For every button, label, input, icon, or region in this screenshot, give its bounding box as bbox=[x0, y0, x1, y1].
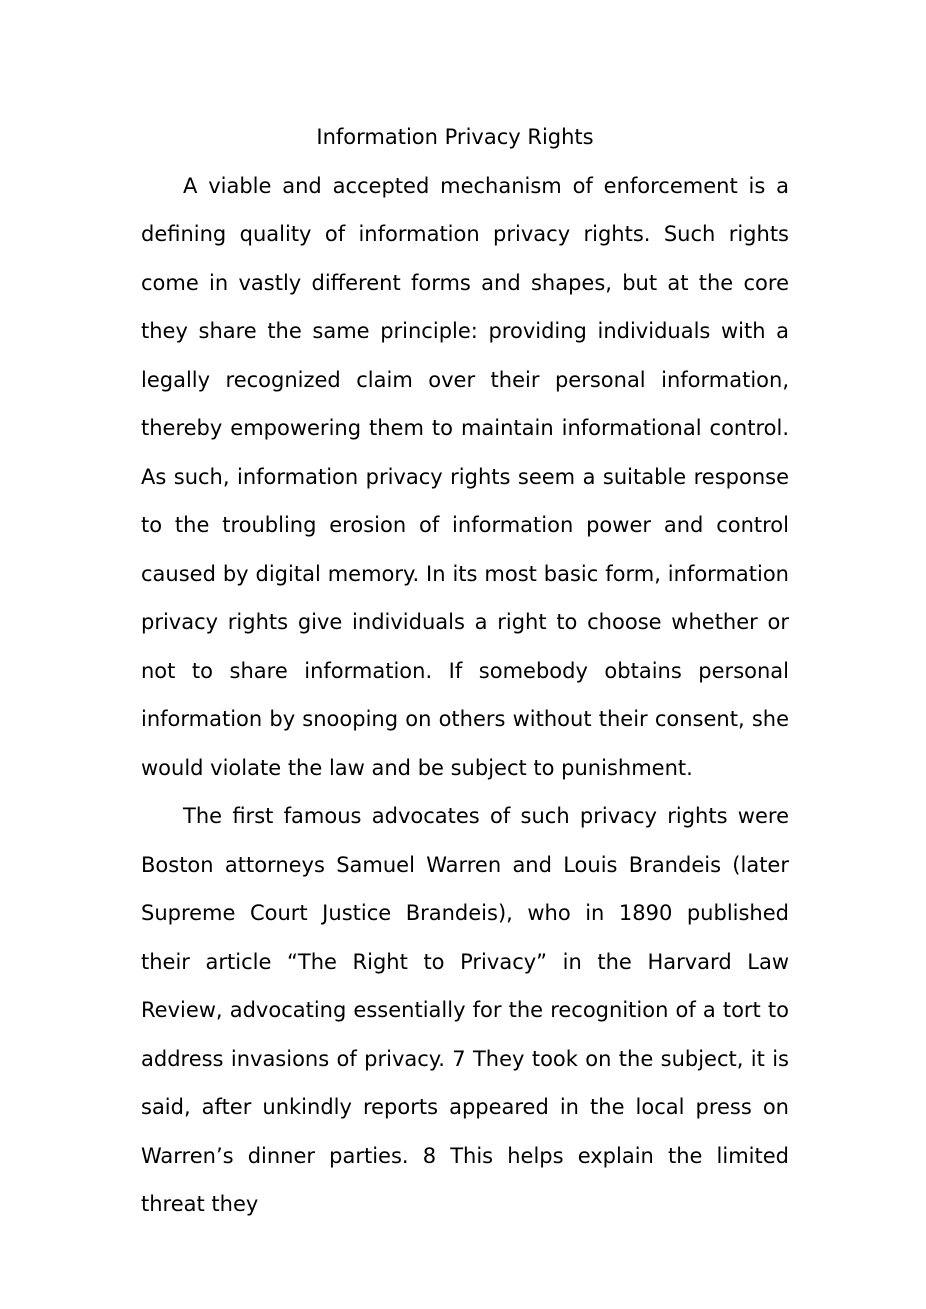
paragraph-1: A viable and accepted mechanism of enforcement is a defining quality of information privacy rights. Such rights come in vastly different forms and shapes, but at the core they share the same principle: providing individuals with a legally recognized claim over their personal information, thereby empowering them to maintain informational control. As such, information privacy rights seem a suitable response to the troubling erosion of information power and control caused by digital memory. In its most basic form, information privacy rights give individuals a right to choose whether or not to share information. If somebody obtains personal information by snooping on others without their consent, she would violate the law and be subject to punishment. bbox=[141, 173, 789, 780]
paragraph-2: The first famous advocates of such privacy rights were Boston attorneys Samuel Warren and Louis Brandeis (later Supreme Court Justice Brandeis), who in 1890 published their article “The Right to Privacy” in the Harvard Law Review, advocating essentially for the recognition of a tort to address invasions of privacy. 7 They took on the subject, it is said, after unkindly reports appeared in the local press on Warren’s dinner parties. 8 This helps explain the limited threat they bbox=[141, 804, 789, 1216]
document-body bbox=[141, 113, 789, 1229]
document-title: Information Privacy Rights bbox=[316, 125, 594, 149]
